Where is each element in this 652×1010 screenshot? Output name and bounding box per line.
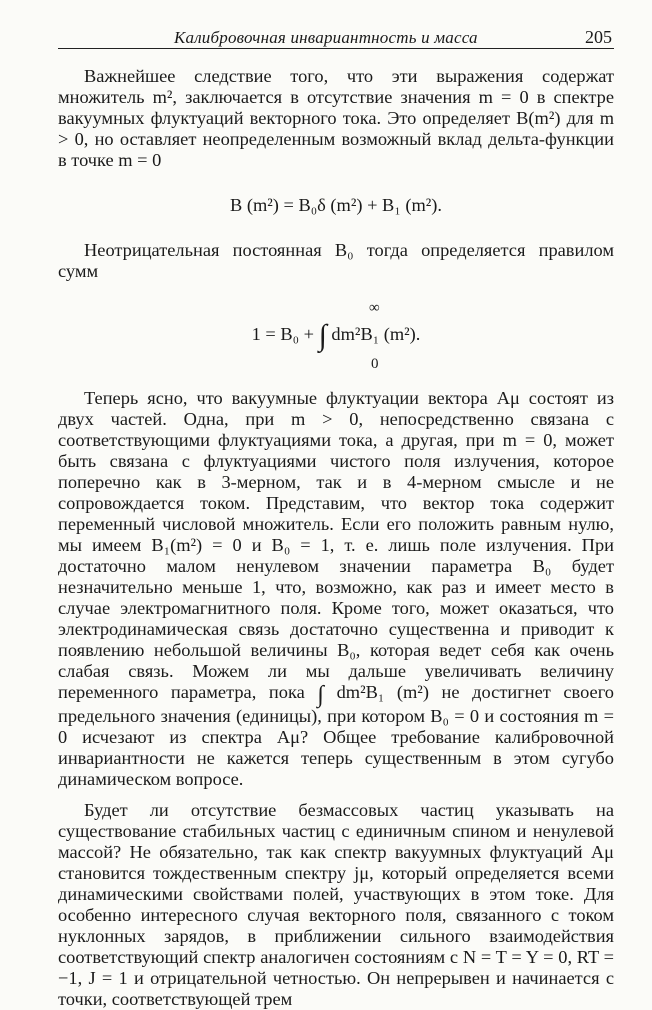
formula-sum-rule <box>58 298 614 372</box>
paragraph-3 <box>58 388 614 790</box>
running-header <box>58 26 614 49</box>
paragraph-2: Неотрицательная постоянная B₀ тогда определяется правилом сумм <box>58 240 614 281</box>
integral-sign: ∫ <box>318 319 327 352</box>
integral-upper-limit: ∞ <box>369 300 380 316</box>
paragraph-3-part-b: dm²B₁ (m²) не достигнет своего предельного значения (единицы), при котором B₀ = 0 и состояния m = 0 исчезают из спектра Aμ? Общее требование калибровочной инвариантности не кажется теперь существенным в этом сугубо динамическом вопросе. <box>58 682 614 789</box>
page-body <box>58 66 614 1010</box>
integral-lower-limit: 0 <box>371 356 379 372</box>
page-number: 205 <box>585 27 612 47</box>
paragraph-3-part-a: Теперь ясно, что вакуумные флуктуации вектора Aμ состоят из двух частей. Одна, при m > 0, непосредственно связана с соответствующими флуктуациями тока, а другая, при m = 0, может быть связана с флуктуациями чистого поля излучения, которое поперечно как в 3-мерном, так и в 4-мерном смысле и не сопровождается током. Представим, что вектор тока содержит переменный числовой множитель. Если его положить равным нулю, мы имеем B₁(m²) = 0 и B₀ = 1, т. е. лишь поле излучения. При достаточно малом ненулевом значении параметра B₀ будет незначительно меньше 1, что, возможно, как раз и имеет место в случае электромагнитного поля. Кроме того, может оказаться, что электродинамическая связь достаточно существенна и приводит к появлению небольшой величины B₀, которая ведет себя как очень слабая связь. Можем ли мы дальше увеличивать величину переменного параметра, пока <box>58 388 614 702</box>
paragraph-1: Важнейшее следствие того, что эти выражения содержат множитель m², заключается в отсутствие значения m = 0 в спектре вакуумных флуктуаций векторного тока. Это определяет B(m²) для m > 0, но оставляет неопределенным возможный вклад дельта-функции в точке m = 0 <box>58 66 614 170</box>
inline-integral-sign: ∫ <box>317 682 324 708</box>
sum-rule-lhs: 1 = B₀ + <box>251 324 319 344</box>
paragraph-4: Будет ли отсутствие безмассовых частиц указывать на существование стабильных частиц с единичным спином и ненулевой массой? Не обязательно, так как спектр вакуумных флуктуаций Aμ становится тождественным спектру jμ, который определяется всеми динамическими свойствами полей, участвующих в этом токе. Для особенно интересного случая векторного поля, связанного с током нуклонных зарядов, в приближении сильного взаимодействия соответствующий спектр аналогичен состояниям с N = T = Y = 0, RT = −1, J = 1 и отрицательной четностью. Он непрерывен и начинается с точки, соответствующей трем <box>58 800 614 1009</box>
running-title: Калибровочная инвариантность и масса <box>174 28 478 47</box>
sum-rule-rhs: dm²B₁ (m²). <box>326 324 421 344</box>
formula-b-decomposition: B (m²) = B₀δ (m²) + B₁ (m²). <box>229 195 442 215</box>
